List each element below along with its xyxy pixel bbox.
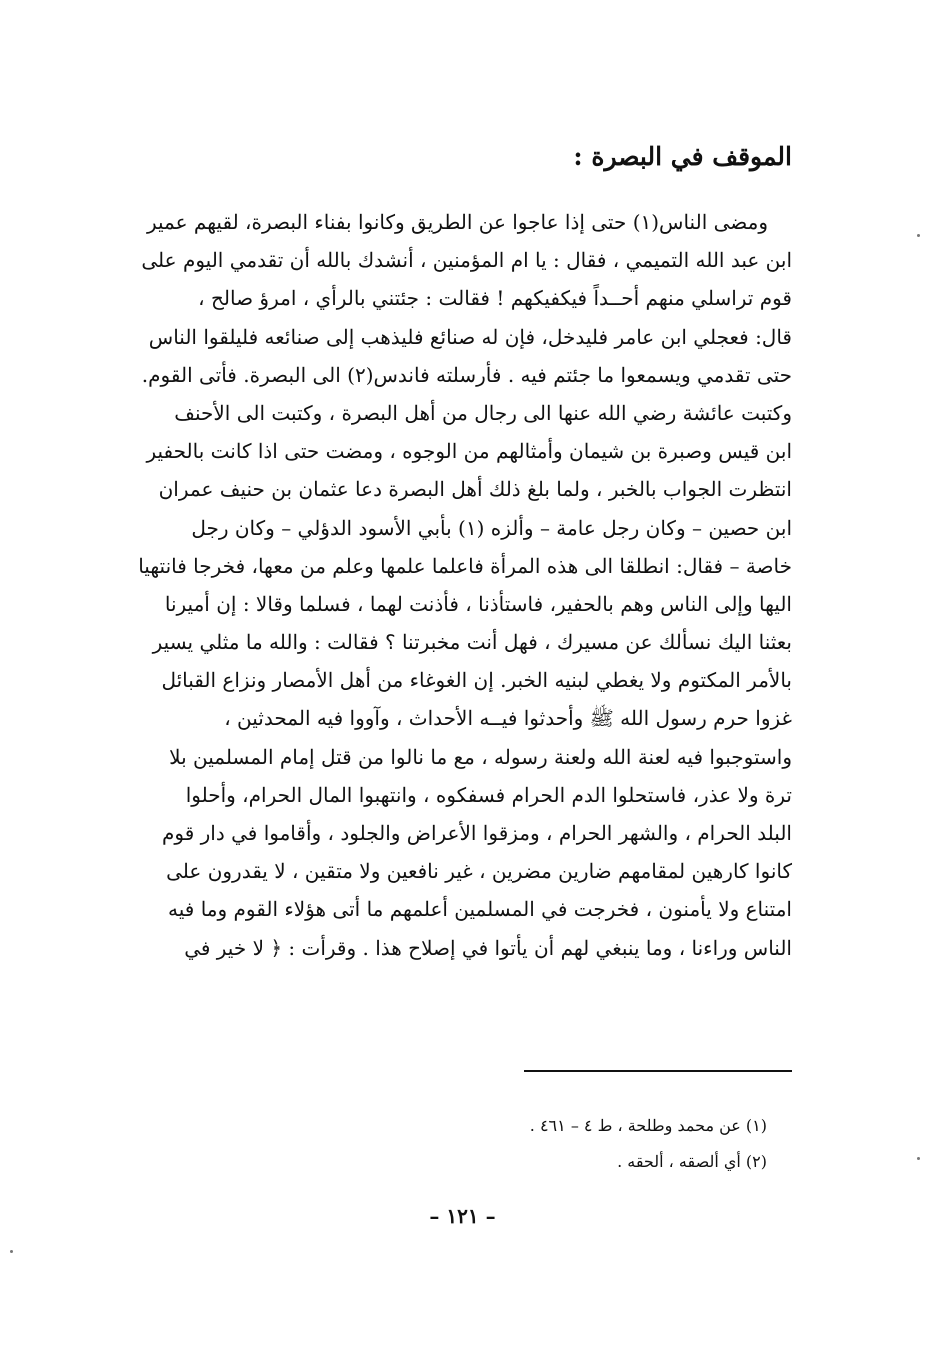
body-line: خاصة – فقال: انطلقا الى هذه المرأة فاعلما علمها وعلم من معها، فخرجا فانتهيا [138, 553, 792, 578]
scan-speck [917, 234, 920, 237]
body-line: اليها وإلى الناس وهم بالحفير، فاستأذنا ، فأذنت لهما ، فسلما وقالا : إن أميرنا [164, 591, 792, 616]
body-line: امتناع ولا يأمنون ، فخرجت في المسلمين أعلمهم ما أتى هؤلاء القوم وما فيه [168, 897, 792, 922]
body-line: حتى تقدمي ويسمعوا ما جئتم فيه . فأرسلته فاندس(٢) الى البصرة. فأتى القوم. [141, 362, 792, 387]
footnote: (١) عن محمد وطلحة ، ط ٤ – ٤٦١ . [529, 1116, 767, 1135]
body-line: قوم تراسلي منهم أحــداً فيكفيكهم ! فقالت : جئتني بالرأي ، امرؤ صالح ، [198, 286, 792, 311]
footnotes [530, 1108, 767, 1180]
section-heading: الموقف في البصرة : [573, 142, 792, 171]
scan-speck [10, 1250, 13, 1253]
body-line: واستوجبوا فيه لعنة الله ولعنة رسوله ، مع ما نالوا من قتل إمام المسلمين بلا [169, 744, 792, 769]
body-line: ترة ولا عذر، فاستحلوا الدم الحرام فسفكوه ، وانتهبوا المال الحرام، وأحلوا [185, 782, 792, 807]
body-line: ابن عبد الله التميمي ، فقال : يا ام المؤمنين ، أنشدك بالله أن تقدمي اليوم على [141, 248, 792, 273]
body-line: ابن حصين – وكان رجل عامة – وألزه (١) بأبي الأسود الدؤلي – وكان رجل [191, 515, 792, 540]
body-line: بعثنا اليك نسألك عن مسيرك ، فهل أنت مخبرتنا ؟ فقالت : والله ما مثلي يسير [152, 630, 792, 655]
body-line: وكتبت عائشة رضي الله عنها الى رجال من أهل البصرة ، وكتبت الى الأحنف [174, 400, 792, 425]
page-number: – ١٢١ – [429, 1204, 496, 1228]
body-line: ومضى الناس(١) حتى إذا عاجوا عن الطريق وكانوا بفناء البصرة، لقيهم عمير [146, 210, 768, 234]
body-line: كانوا كارهين لمقامهم ضارين مضرين ، غير نافعين ولا متقين ، لا يقدرون على [166, 859, 792, 884]
body-line: بالأمر المكتوم ولا يغطي لبنيه الخبر. إن الغوغاء من أهل الأمصار ونزاع القبائل [161, 668, 792, 693]
body-text [120, 203, 792, 967]
body-line: البلد الحرام ، والشهر الحرام ، ومزقوا الأعراض والجلود ، وأقاموا في دار قوم [162, 821, 792, 845]
scan-speck [917, 1157, 920, 1160]
body-line: قال: فعجلي ابن عامر فليدخل، فإن له صنائع فليذهب إلى صنائعه فليلقوا الناس [148, 324, 792, 349]
footnote-separator [524, 1070, 792, 1072]
body-line: ابن قيس وصبرة بن شيمان وأمثالهم من الوجوه ، ومضت حتى اذا كانت بالحفير [146, 439, 792, 464]
body-line: الناس وراءنا ، وما ينبغي لهم أن يأتوا في إصلاح هذا . وقرأت : ﴿ لا خير في [184, 935, 792, 960]
footnote: (٢) أي ألصقه ، ألحقه . [617, 1152, 767, 1171]
body-line: انتظرت الجواب بالخبر ، ولما بلغ ذلك أهل البصرة دعا عثمان بن حنيف عمران [158, 477, 792, 502]
body-line: غزوا حرم رسول الله ﷺ وأحدثوا فيــه الأحداث ، وآووا فيه المحدثين ، [224, 706, 792, 731]
